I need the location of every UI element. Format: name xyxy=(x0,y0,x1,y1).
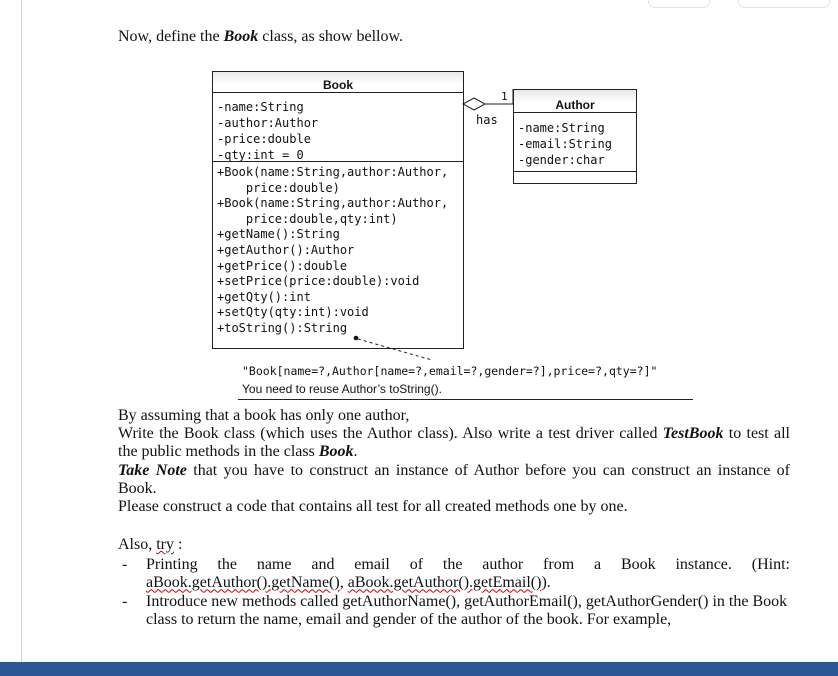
author-class-box xyxy=(513,89,637,184)
book-class-title: Book xyxy=(213,72,463,93)
also-word: try xyxy=(156,536,175,553)
book-operation: +setPrice(price:double):void xyxy=(217,274,420,289)
bullet-dash: - xyxy=(122,592,128,610)
paragraph-text: to test all the public methods in the class xyxy=(118,425,790,461)
list-item xyxy=(118,593,790,630)
book-operation: +setQty(qty:int):void xyxy=(217,305,369,320)
paragraph-text: that you have to construct an instance of Author before you can construct an instance of Book. xyxy=(118,461,790,497)
paragraph: By assuming that a book has only one author, xyxy=(118,407,410,424)
book-attribute: -qty:int = 0 xyxy=(217,148,304,162)
book-operation: +getQty():int xyxy=(217,289,311,304)
book-operation: +toString():String xyxy=(217,320,348,335)
code-reference: aBook.getAuthor().getName() xyxy=(146,574,340,592)
author-attribute: -name:String xyxy=(518,121,605,135)
book-class-box xyxy=(212,71,464,349)
status-bar xyxy=(0,662,838,676)
book-operation: +getPrice():double xyxy=(217,258,348,273)
intro-class-name: Book xyxy=(223,28,259,45)
book-attributes xyxy=(213,93,463,162)
book-operation: price:double) xyxy=(217,180,340,195)
also-suffix: : xyxy=(174,536,183,553)
note-format-line: "Book[name=?,Author[name=?,email=?,gender=?],price=?,qty=?]" xyxy=(242,364,658,378)
bullet-list xyxy=(118,556,790,630)
code-reference: aBook.getAuthor().getEmail() xyxy=(347,574,542,592)
instructions xyxy=(118,407,790,516)
also-try-line xyxy=(118,536,182,554)
tostring-note xyxy=(238,362,693,400)
author-attributes xyxy=(514,113,636,172)
paragraph-text: Write the Book class (which uses the Author class). Also write a test driver called xyxy=(118,425,663,443)
bullet-line: Printing the name and email of the author from a Book instance. (Hint: xyxy=(146,556,790,573)
author-attribute: -email:String xyxy=(518,137,612,151)
book-operation: price:double,qty:int) xyxy=(217,211,398,226)
book-attribute: -price:double xyxy=(217,132,311,146)
book-operation: +getAuthor():Author xyxy=(217,242,355,257)
bullet-dash: - xyxy=(122,556,128,573)
author-class-title: Author xyxy=(514,90,636,113)
list-item xyxy=(118,556,790,593)
aggregation-diamond xyxy=(463,98,485,110)
also-prefix: Also, xyxy=(118,536,157,553)
closing-text: ). xyxy=(541,574,551,592)
book-operation: +Book(name:String,author:Author, xyxy=(217,165,449,179)
book-operation: +getName():String xyxy=(217,227,340,242)
take-note-term: Take Note xyxy=(118,461,187,479)
paragraph: Please construct a code that contains all test for all created methods one by one. xyxy=(118,498,628,516)
paragraph-text: . xyxy=(353,443,358,461)
book-operations xyxy=(213,162,463,337)
association-multiplicity: 1 xyxy=(501,90,508,103)
bullet-text: Introduce new methods called getAuthorName(), getAuthorEmail(), getAuthorGender() in the Book class to return the name, email and gender of the author of the book. For example, xyxy=(146,592,788,629)
separator: , xyxy=(339,574,348,592)
book-attribute: -name:String xyxy=(217,100,304,114)
author-attribute: -gender:char xyxy=(518,153,605,167)
intro-before: Now, define the xyxy=(118,28,224,45)
testbook-term: TestBook xyxy=(662,425,724,443)
book-attribute: -author:Author xyxy=(217,116,319,130)
association-label: has xyxy=(476,113,498,127)
paragraph xyxy=(118,425,790,461)
bullet-line xyxy=(146,574,790,592)
paragraph xyxy=(118,462,790,498)
book-term: Book xyxy=(318,443,354,461)
intro-after: class, as show bellow. xyxy=(258,28,403,45)
book-operation: +Book(name:String,author:Author, xyxy=(217,196,449,211)
note-reuse-line: You need to reuse Author’s toString(). xyxy=(242,382,442,396)
